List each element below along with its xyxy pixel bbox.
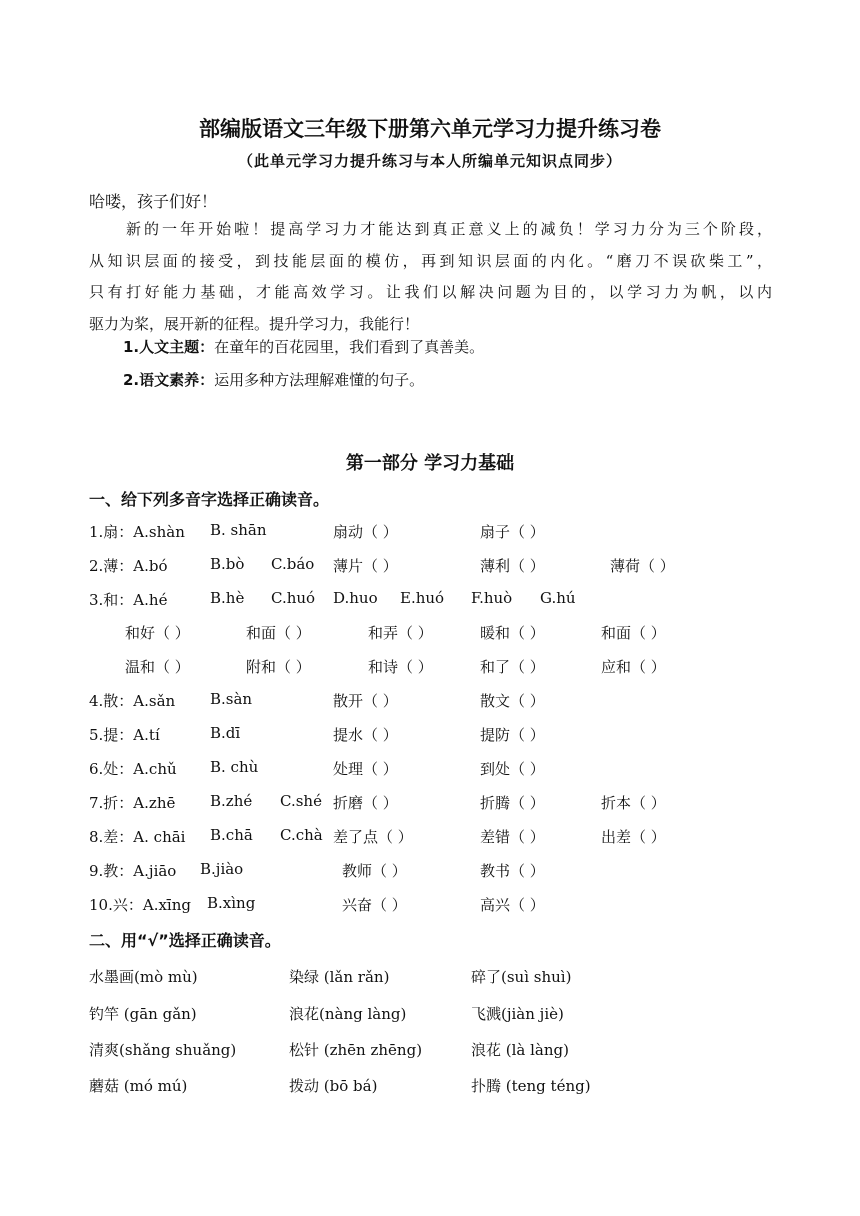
q1-option: B.bò <box>210 555 245 573</box>
q1-option: B.sàn <box>210 690 253 708</box>
q1-blank[interactable]: 薄利（ ） <box>480 557 545 575</box>
q2-item[interactable]: 清爽(shǎng shuǎng) <box>89 1041 237 1059</box>
q1-blank[interactable]: 和面（ ） <box>246 624 311 642</box>
q1-option: 9.教：A.jiāo <box>89 862 177 880</box>
q1-blank[interactable]: 折本（ ） <box>601 794 666 812</box>
q2-item[interactable]: 浪花 (là làng) <box>471 1041 569 1059</box>
q1-blank[interactable]: 到处（ ） <box>480 760 545 778</box>
theme-text: 在童年的百花园里，我们看到了真善美。 <box>214 338 485 356</box>
q1-blank[interactable]: 和好（ ） <box>125 624 190 642</box>
q1-blank[interactable]: 暖和（ ） <box>480 624 545 642</box>
q1-option: 8.差：A. chāi <box>89 828 186 846</box>
intro-line: 从知识层面的接受，到技能层面的模仿，再到知识层面的内化。“磨刀不误砍柴工”， <box>89 251 772 270</box>
q1-blank[interactable]: 扇动（ ） <box>333 523 398 541</box>
q1-blank[interactable]: 散文（ ） <box>480 692 545 710</box>
q1-blank[interactable]: 温和（ ） <box>125 658 190 676</box>
q1-option: 5.提：A.tí <box>89 726 160 744</box>
part-title: 第一部分 学习力基础 <box>345 453 515 474</box>
q1-blank[interactable]: 差错（ ） <box>480 828 545 846</box>
q1-option: 1.扇：A.shàn <box>89 523 185 541</box>
q1-blank[interactable]: 和了（ ） <box>480 658 545 676</box>
q1-option: D.huo <box>333 589 378 607</box>
q1-option: C.huó <box>271 589 316 607</box>
q1-blank[interactable]: 扇子（ ） <box>480 523 545 541</box>
q1-option: B.chā <box>210 826 253 844</box>
q1-option: 2.薄：A.bó <box>89 557 168 575</box>
intro-line: 只有打好能力基础，才能高效学习。让我们以解决问题为目的，以学习力为帆，以内 <box>89 283 772 301</box>
q1-option: B. shān <box>210 521 267 539</box>
theme-literacy <box>123 369 424 390</box>
q2-item[interactable]: 水墨画(mò mù) <box>89 968 198 986</box>
q2-item[interactable]: 松针 (zhēn zhēng) <box>289 1041 423 1059</box>
q1-blank[interactable]: 教师（ ） <box>342 862 407 880</box>
q1-blank[interactable]: 教书（ ） <box>480 862 545 880</box>
q1-blank[interactable]: 散开（ ） <box>333 692 398 710</box>
intro-paragraph <box>89 214 772 340</box>
q1-blank[interactable]: 薄片（ ） <box>333 557 398 575</box>
q1-option: 3.和：A.hé <box>89 591 168 609</box>
q1-blank[interactable]: 差了点（ ） <box>333 828 413 846</box>
q1-option: B.dī <box>210 724 241 742</box>
greeting: 哈喽，孩子们好！ <box>89 192 218 211</box>
q2-item[interactable]: 扑腾 (teng téng) <box>471 1077 591 1095</box>
theme-label: 1.人文主题： <box>123 338 215 356</box>
q1-option: C.shé <box>280 792 322 810</box>
q1-option: F.huò <box>471 589 513 607</box>
q1-option: B.zhé <box>210 792 253 810</box>
q1-blank[interactable]: 折磨（ ） <box>333 794 398 812</box>
page-title: 部编版语文三年级下册第六单元学习力提升练习卷 <box>199 117 661 141</box>
q1-blank[interactable]: 薄荷（ ） <box>610 557 675 575</box>
q1-option: B.hè <box>210 589 245 607</box>
intro-line: 驱力为桨，展开新的征程。提升学习力，我能行！ <box>89 314 420 333</box>
q1-blank[interactable]: 兴奋（ ） <box>342 896 407 914</box>
q1-blank[interactable]: 应和（ ） <box>601 658 666 676</box>
q1-blank[interactable]: 提水（ ） <box>333 726 398 744</box>
q1-option: B.xìng <box>207 894 256 912</box>
q2-item[interactable]: 蘑菇 (mó mú) <box>89 1077 188 1095</box>
q2-item[interactable]: 拨动 (bō bá) <box>289 1077 378 1095</box>
q1-blank[interactable]: 提防（ ） <box>480 726 545 744</box>
page-subtitle: （此单元学习力提升练习与本人所编单元知识点同步） <box>237 152 622 170</box>
q1-blank[interactable]: 和诗（ ） <box>368 658 433 676</box>
q1-option: 10.兴：A.xīng <box>89 896 191 914</box>
section2-title: 二、用“√”选择正确读音。 <box>89 931 281 950</box>
q1-blank[interactable]: 出差（ ） <box>601 828 666 846</box>
q1-blank[interactable]: 和弄（ ） <box>368 624 433 642</box>
q1-option: B.jiào <box>200 860 244 878</box>
q1-blank[interactable]: 高兴（ ） <box>480 896 545 914</box>
q2-item[interactable]: 碎了(suì shuì) <box>471 968 572 986</box>
theme-humanity <box>123 336 484 357</box>
q1-blank[interactable]: 附和（ ） <box>246 658 311 676</box>
q1-blank[interactable]: 折腾（ ） <box>480 794 545 812</box>
q1-option: C.chà <box>280 826 323 844</box>
theme-text: 运用多种方法理解难懂的句子。 <box>214 371 425 389</box>
q2-item[interactable]: 浪花(nàng làng) <box>289 1005 407 1023</box>
q1-option: 4.散：A.sǎn <box>89 692 176 710</box>
q1-option: B. chù <box>210 758 259 776</box>
q2-item[interactable]: 染绿 (lǎn rǎn) <box>289 968 390 986</box>
q1-option: C.báo <box>271 555 315 573</box>
section1-title: 一、给下列多音字选择正确读音。 <box>89 490 330 509</box>
q1-option: 7.折：A.zhē <box>89 794 176 812</box>
q2-item[interactable]: 飞溅(jiàn jiè) <box>471 1005 564 1023</box>
theme-label: 2.语文素养： <box>123 371 215 389</box>
q1-option: 6.处：A.chǔ <box>89 760 177 778</box>
q1-blank[interactable]: 处理（ ） <box>333 760 398 778</box>
intro-line: 新的一年开始啦！提高学习力才能达到真正意义上的减负！学习力分为三个阶段， <box>126 220 772 238</box>
q2-item[interactable]: 钓竿 (gān gǎn) <box>89 1005 197 1023</box>
q1-option: E.huó <box>400 589 445 607</box>
q1-option: G.hú <box>540 589 576 607</box>
q1-blank[interactable]: 和面（ ） <box>601 624 666 642</box>
